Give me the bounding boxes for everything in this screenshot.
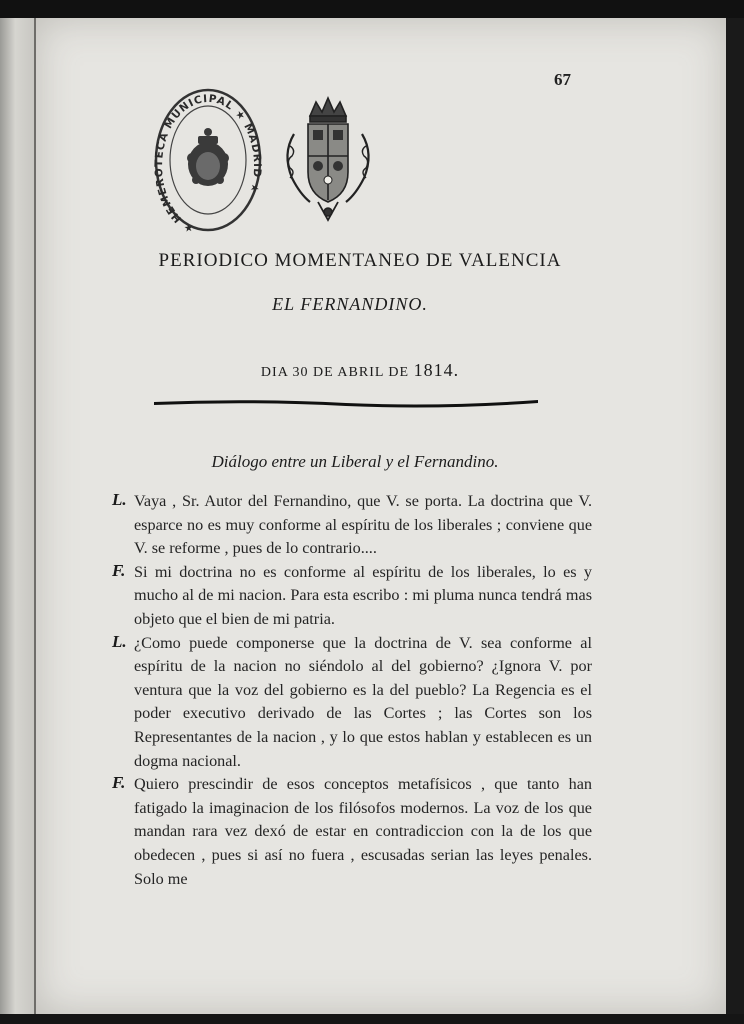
dialogue-heading: Diálogo entre un Liberal y el Fernandino.	[211, 452, 499, 471]
speech-text: Vaya , Sr. Autor del Fernandino, que V. se porta. La doctrina que V. esparce no es muy conforme al espíritu de los liberales ; conviene que V. se reforme , pues de lo contrario....	[134, 492, 592, 558]
dialogue-entry	[112, 490, 592, 561]
issue-year: 1814.	[413, 360, 460, 380]
speaker-label: F.	[112, 773, 126, 793]
svg-text:★ HEMEROTECA MUNICIPAL ★ MADRI: ★ HEMEROTECA MUNICIPAL ★ MADRID ★	[152, 92, 264, 234]
speaker-label: L.	[112, 490, 127, 509]
speaker-label: L.	[112, 631, 127, 651]
dialogue-entry	[112, 561, 592, 632]
speech-text: ¿Como puede componerse que la doctrina de V. sea conforme al espíritu de la nacion no siéndolo al del gobierno? ¿Ignora V. por ventura que la voz del gobierno es la del pueblo? La Regencia es el poder executivo derivado de las Cortes ; las Cortes son los Representantes de la nacion , y lo que estos hablan y establecen es un dogma nacional.	[134, 633, 592, 770]
facing-page-edge	[0, 18, 36, 1018]
issue-date-text: DIA 30 DE ABRIL DE	[260, 365, 410, 380]
dialogue-entry	[112, 773, 592, 891]
scan-top-border	[0, 0, 744, 20]
dialogue-entry	[112, 632, 592, 774]
page-number: 67	[554, 70, 571, 89]
periodical-subtitle: EL FERNANDINO.	[272, 294, 428, 314]
royal-coat-of-arms	[280, 94, 376, 224]
scan-bottom-border	[0, 1014, 744, 1024]
issue-date	[130, 360, 590, 381]
speech-text: Quiero prescindir de esos conceptos metafísicos , que tanto han fatigado la imaginacion de los filósofos modernos. La voz de los que mandan rara vez dexó de estar en contradiccion con la de los que obedecen , pues si así no fuera , escusadas serian las leyes penales. Solo me	[134, 775, 592, 888]
scan-right-border	[726, 18, 744, 1024]
speaker-label: F.	[112, 560, 126, 580]
periodical-title: PERIODICO MOMENTANEO DE VALENCIA	[158, 250, 562, 271]
decorative-rule	[150, 392, 542, 412]
dialogue-body	[112, 490, 592, 891]
speech-text: Si mi doctrina no es conforme al espíritu de los liberales, lo es y mucho al de mi nacion. Para esta escribo : mi pluma nunca tendrá mas objeto que el bien de mi patria.	[134, 562, 592, 628]
library-stamp-seal	[152, 86, 264, 234]
